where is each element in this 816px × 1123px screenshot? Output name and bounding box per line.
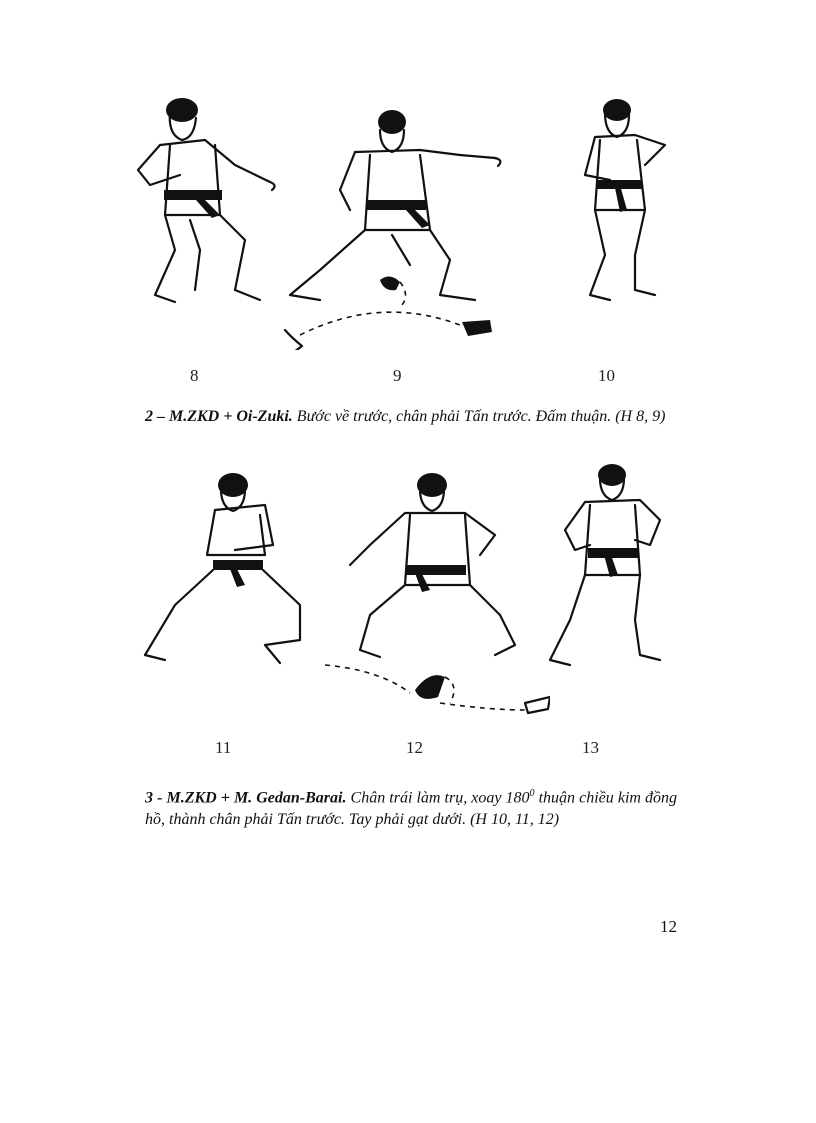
figure-13-final-stance xyxy=(540,460,670,675)
caption-gedan-barai xyxy=(145,783,677,831)
figure-label: 8 xyxy=(190,366,199,385)
caption-text: Bước về trước, chân phải Tấn trước. Đấm thuận. (H 8, 9) xyxy=(292,408,666,425)
figure-label: 13 xyxy=(582,738,599,757)
caption-oi-zuki xyxy=(145,406,677,428)
figure-label: 11 xyxy=(215,738,232,757)
figure-label: 9 xyxy=(393,366,402,385)
caption-text: Chân trái làm trụ, xoay 180 xyxy=(346,789,530,807)
figure-label: 10 xyxy=(598,366,615,385)
caption-title: 2 – M.ZKD + Oi-Zuki. xyxy=(145,408,293,425)
page-number: 12 xyxy=(660,917,677,936)
figure-12-gedan-barai xyxy=(320,465,550,715)
figure-11-turning-stance xyxy=(135,465,310,675)
figure-label: 12 xyxy=(406,738,423,757)
degree-superscript: 0 xyxy=(529,788,535,799)
figure-9-oi-zuki-punch xyxy=(280,100,510,350)
caption-title: 3 - M.ZKD + M. Gedan-Barai. xyxy=(145,789,347,807)
figure-8-karate-stance xyxy=(120,90,280,320)
caption-text: thuận chiều kim đồng hồ, thành chân phải Tấn trước. Tay phải gạt dưới. (H 10, 11, 12) xyxy=(145,789,678,829)
figure-10-ready-stance xyxy=(575,95,675,310)
